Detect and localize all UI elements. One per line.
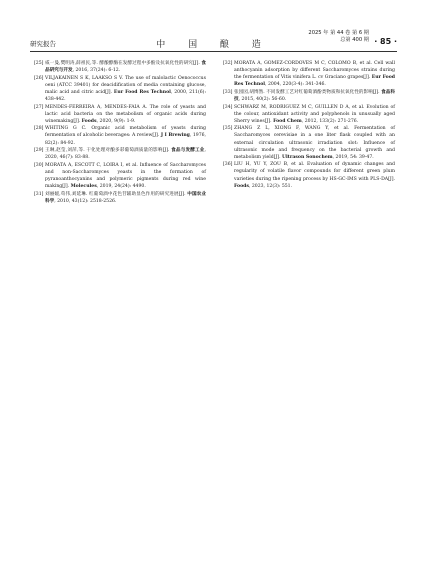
reference-details: , 2019, 54: 39-47. <box>332 154 374 160</box>
reference-number: [32] <box>223 61 233 66</box>
reference-text: 威一曼,樊明涛,薛祖民,等. 酵酿酵酶在发酵过程中多酚及抗氧化性的研究[J]. <box>45 61 202 66</box>
reference-details: , 2015, 40(2): 56-60. <box>238 96 287 102</box>
reference-journal: 食品与发酵工业 <box>171 148 205 154</box>
reference-number: [30] <box>34 162 44 168</box>
reference-item <box>223 125 395 160</box>
reference-text: LIU H, YU Y, ZOU B, et al. Evaluation of dynamic changes and regularity of volatile flavor compounds for different green plum varieties during the ripening process by HS-GC-IMS with PLS-DA[J]. <box>234 162 395 182</box>
reference-item <box>34 75 206 103</box>
reference-item <box>223 60 395 88</box>
left-column <box>34 60 206 205</box>
reference-text: 刘丽媛,苟伟,刘延琳. 红葡萄酒中花色苷辅助显色作用的研究进展[J]. <box>45 191 188 197</box>
reference-journal: 食品研究与开发 <box>45 61 206 74</box>
reference-item <box>34 104 206 125</box>
reference-number: [27] <box>34 104 44 110</box>
total-issue-label: 总第 400 期 <box>340 37 369 43</box>
reference-number: [31] <box>34 191 44 197</box>
reference-journal: Molecules <box>70 184 97 190</box>
reference-number: [34] <box>223 104 233 110</box>
section-label: 研究报告 <box>30 40 56 48</box>
reference-details: , 1976, 82(2): 84-92. <box>45 133 206 146</box>
reference-details: , 2000, 211(6): 438-442. <box>45 89 207 102</box>
reference-journal: J I Brewing <box>160 133 190 139</box>
reference-details: , 2020, 46(7): 83-88. <box>45 148 206 161</box>
reference-details: , 2010, 43(12): 2518-2526. <box>54 198 117 204</box>
reference-journal: Foods <box>234 183 249 189</box>
page-header <box>30 28 397 50</box>
reference-number: [36] <box>223 162 233 168</box>
reference-journal: Eur Food Res Technol <box>113 89 171 95</box>
reference-text: WHITING G C. Organic acid metabolism of yeasts during fermentation of alcoholic beverages: A review[J]. <box>45 126 206 139</box>
reference-number: [28] <box>34 126 44 132</box>
reference-item <box>34 147 206 161</box>
reference-text: SCHWARZ M, RODRIGUEZ M C, GUILLEN D A, et al. Evolution of the colour, antioxidant activity and polyphenols in unusually aged Sherry wines[J]. <box>234 104 395 124</box>
reference-details: , 2023, 12(3): 551. <box>248 183 293 189</box>
reference-number: [29] <box>34 148 44 154</box>
reference-item <box>223 89 395 103</box>
reference-item <box>223 104 395 125</box>
right-column <box>223 60 395 190</box>
reference-journal: Eur Food Res Technol <box>234 75 395 88</box>
reference-number: [33] <box>223 89 233 95</box>
reference-details: , 2016, 37(24): 6-12. <box>72 68 121 74</box>
reference-item <box>34 125 206 146</box>
reference-text: MORATA A, ESCOTT C, LOIRA I, et al. Influence of Saccharomyces and non-Saccharomyces yeasts in the formation of pyranoanthocyanins and polymeric pigments during red wine making[J]. <box>45 162 206 190</box>
reference-details: , 2019, 24(24): 4490. <box>96 184 146 190</box>
reference-details: , 2012, 133(2): 271-276. <box>301 118 359 124</box>
page-number: · 85 · <box>374 37 397 46</box>
reference-text: ZHANG Z L, XIONG F, WANG Y, et al. Fermentation of Saccharomyces cerevisiae in a one liter flask coupled with an external circulation ultrasonic irradiation slot: Influence of ultrasonic mode and frequency on the bacterial growth and metabolism yield[J]. <box>234 126 395 160</box>
reference-item <box>34 191 206 205</box>
reference-item <box>34 60 206 74</box>
reference-item <box>223 161 395 189</box>
reference-text: VILJAKAINEN S K, LAAKSO S V. The use of malolactic Oenococcus oeni (ATCC 39401) for deacidification of media containing glucose, malic acid and citric acid[J]. <box>45 75 206 95</box>
reference-text: 王琳,赵莹,刘萍,等. 干化处理对酿多彩葡萄酒质量的影响[J]. <box>45 148 172 154</box>
reference-journal: 食品科技 <box>234 89 395 102</box>
reference-journal: 中国农业科学 <box>45 191 206 204</box>
header-divider <box>30 51 397 52</box>
reference-journal: Food Chem <box>273 118 302 124</box>
reference-details: , 2020, 9(9): 1-9. <box>96 118 136 124</box>
reference-details: , 2004, 220(3-4): 341-346. <box>265 82 326 88</box>
reference-text: MENDES-FERREIRA A, MENDES-FAIA A. The role of yeasts and lactic acid bacteria on the metabolism of organic acids during winemaking[J]. <box>45 104 206 124</box>
reference-item <box>34 162 206 190</box>
reference-number: [25] <box>34 61 44 66</box>
reference-text: 张园园,胡博然. 不同发酵工艺对红葡萄酒酚类物质和抗氧化性的影响[J]. <box>234 89 382 95</box>
reference-journal: Ultrason Sonochem <box>282 154 333 160</box>
reference-journal: Foods <box>81 118 97 124</box>
reference-text: MORATA A, GOMEZ-CORDOVES M C, COLOMO B, et al. Cell wall anthocyanin adsorption by different Saccharomyces strains during the fermentation of Vitis vinifera L. cv Graciano grapes[J]. <box>234 61 395 81</box>
reference-number: [35] <box>223 126 233 132</box>
journal-title: 中 国 酿 造 <box>156 40 271 50</box>
issue-info <box>308 30 369 44</box>
reference-number: [26] <box>34 75 44 81</box>
issue-label: 2025 年 第 44 卷 第 6 期 <box>308 30 369 36</box>
